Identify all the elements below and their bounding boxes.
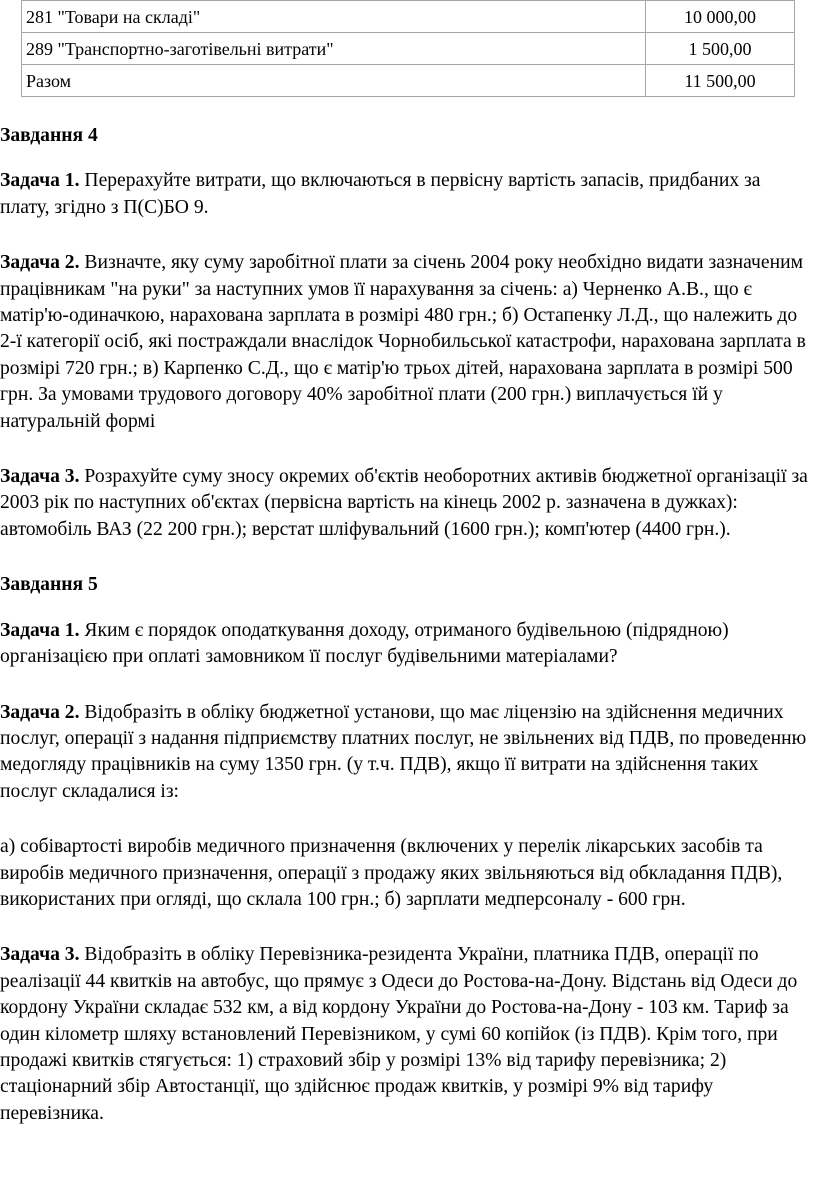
- document-body: [0, 107, 812, 1127]
- task-label: Задача 1.: [0, 170, 80, 192]
- task-paragraph: [0, 618, 812, 671]
- task-paragraph-continuation: а) собівартості виробів медичного призначення (включених у перелік лікарських засобів та виробів медичного призначення, операції з продажу яких звільняються від обкладання ПДВ), використаних при огляді, що склала 100 грн.; б) зарплати медперсоналу - 600 грн.: [0, 836, 783, 910]
- task-paragraph: [0, 942, 812, 1127]
- task-label: Задача 3.: [0, 944, 80, 966]
- task-paragraph: [0, 700, 812, 806]
- task-label: Задача 2.: [0, 701, 80, 723]
- table-row: [22, 1, 795, 33]
- task-label: Задача 1.: [0, 619, 80, 641]
- section-heading-5: Завдання 5: [0, 574, 98, 596]
- total-amount-cell: 11 500,00: [646, 65, 795, 97]
- table-row: [22, 65, 795, 97]
- table-row: [22, 33, 795, 65]
- amount-cell: 10 000,00: [646, 1, 795, 33]
- task-text: Розрахуйте суму зносу окремих об'єктів необоротних активів бюджетної організації за 2003 рік по наступних об'єктах (первісна вартість на кінець 2002 р. зазначена в дужках): автомобіль ВАЗ (22 200 грн.); верстат шліфувальний (1600 грн.); комп'ютер (4400 грн.).: [0, 466, 808, 540]
- task-text: Перерахуйте витрати, що включаються в первісну вартість запасів, придбаних за плату, згідно з П(С)БО 9.: [0, 170, 761, 218]
- task-paragraph: [0, 464, 812, 543]
- section-heading-4: Завдання 4: [0, 125, 98, 146]
- task-paragraph: [0, 250, 812, 435]
- task-text: Яким є порядок оподаткування доходу, отриманого будівельною (підрядною) організацією при оплаті замовником її послуг будівельними матеріалами?: [0, 619, 729, 668]
- task-text: Відобразіть в обліку Перевізника-резидента України, платника ПДВ, операції по реалізації 44 квитків на автобус, що прямує з Одеси до Ростова-на-Дону. Відстань від Одеси до кордону України складає 532 км, а від кордону України до Ростова-на-Дону - 103 км. Тариф за один кілометр шляху встановлений Перевізником, у сумі 60 копійок (із ПДВ). Крім того, при продажі квитків стягується: 1) страховий збір у розмірі 13% від тарифу перевізника; 2) стаціонарний збір Автостанції, що здійснює продаж квитків, у розмірі 9% від тарифу перевізника.: [0, 944, 798, 1124]
- task-paragraph: [0, 168, 812, 221]
- task-label: Задача 2.: [0, 252, 80, 274]
- task-label: Задача 3.: [0, 466, 80, 488]
- amount-cell: 1 500,00: [646, 33, 795, 65]
- accounts-table: [21, 0, 795, 97]
- task-text: Відобразіть в обліку бюджетної установи, що має ліцензію на здійснення медичних послуг, операції з надання підприємству платних послуг, не звільнених від ПДВ, по проведенню медогляду працівників на суму 1350 грн. (у т.ч. ПДВ), якщо її витрати на здійснення таких послуг складалися із:: [0, 701, 807, 802]
- task-text: Визначте, яку суму заробітної плати за січень 2004 року необхідно видати зазначеним працівникам "на руки" за наступних умов її нарахування за січень: а) Черненко А.В., що є матір'ю-одиначкою, нарахована зарплата в розмірі 480 грн.; б) Остапенку Л.Д., що належить до 2-ї категорії осіб, які постраждали внаслідок Чорнобильської катастрофи, нарахована зарплата в розмірі 720 грн.; в) Карпенко С.Д., що є матір'ю трьох дітей, нарахована зарплата в розмірі 500 грн. За умовами трудового договору 40% заробітної плати (200 грн.) виплачується їй у натуральній формі: [0, 252, 806, 432]
- account-name-cell: 289 "Транспортно-заготівельні витрати": [22, 33, 646, 65]
- account-name-cell: 281 "Товари на складі": [22, 1, 646, 33]
- total-label-cell: Разом: [22, 65, 646, 97]
